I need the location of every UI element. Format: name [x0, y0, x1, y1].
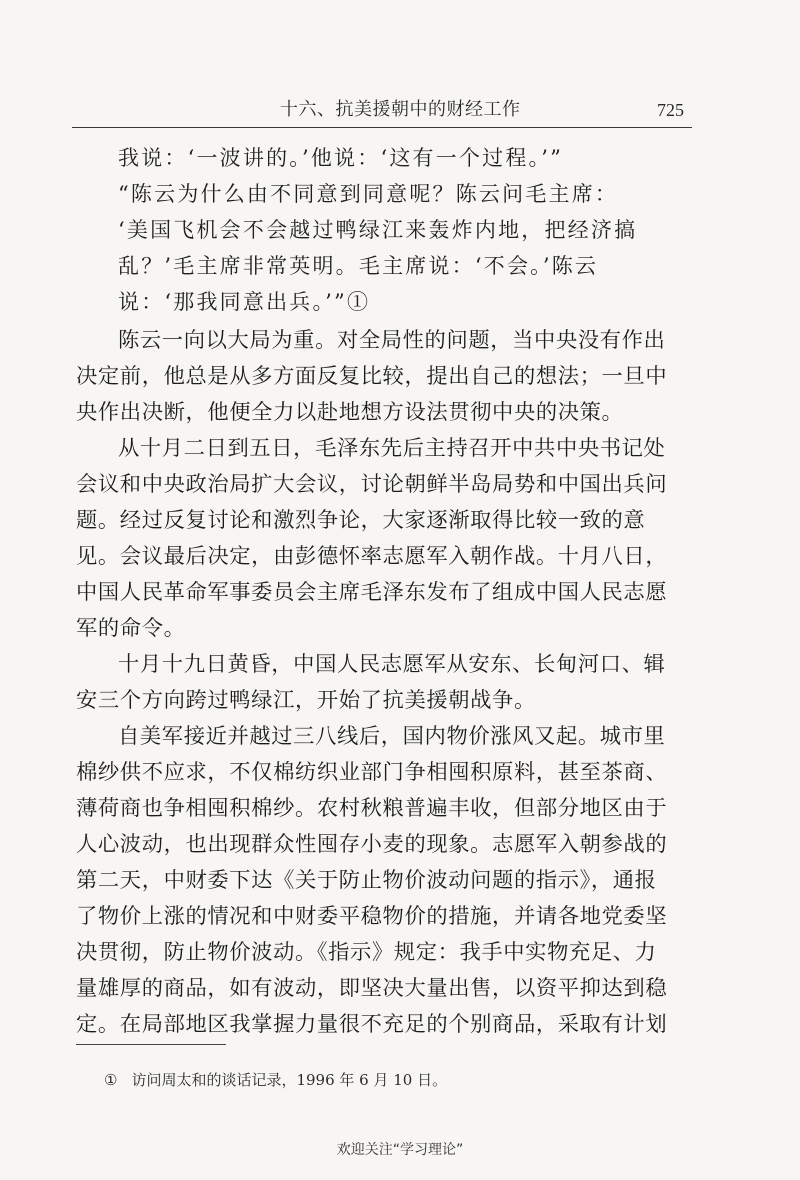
- quote-line: 乱？’毛主席非常英明。毛主席说：‘不会。’陈云: [118, 254, 599, 278]
- paragraph-line: 人心波动，也出现群众性囤存小麦的现象。志愿军入朝参战的: [76, 832, 668, 857]
- paragraph-4: [76, 719, 696, 1043]
- paragraph-3: [76, 647, 696, 719]
- running-header: [72, 96, 692, 126]
- paragraph-2: [76, 431, 696, 647]
- running-title: 十六、抗美援朝中的财经工作: [280, 99, 521, 120]
- paragraph-line: 棉纱供不应求，不仅棉纺织业部门争相囤积原料，甚至茶商、: [76, 760, 668, 785]
- quote-line: 说：‘那我同意出兵。’”①: [118, 290, 371, 314]
- paragraph-line: 了物价上涨的情况和中财委平稳物价的措施，并请各地党委坚: [76, 904, 668, 929]
- quote-line: 我说：‘一波讲的。’他说：‘这有一个过程。’”: [118, 146, 564, 170]
- paragraph-line: 第二天，中财委下达《关于防止物价波动问题的指示》，通报: [76, 868, 657, 893]
- quote-line: ‘美国飞机会不会越过鸭绿江来轰炸内地，把经济搞: [118, 218, 638, 242]
- quote-block: [118, 140, 690, 320]
- paragraph-line: 会议和中央政治局扩大会议，讨论朝鲜半岛局势和中国出兵问: [76, 472, 668, 497]
- paragraph-line: 从十月二日到五日，毛泽东先后主持召开中共中央书记处: [118, 436, 666, 461]
- paragraph-line: 题。经过反复讨论和激烈争论，大家逐渐取得比较一致的意: [76, 508, 646, 533]
- paragraph-line: 军的命令。: [76, 616, 186, 641]
- paragraph-line: 定。在局部地区我掌握力量很不充足的个别商品，采取有计划: [76, 1012, 668, 1037]
- paragraph-line: 量雄厚的商品，如有波动，即坚决大量出售，以资平抑达到稳: [76, 976, 668, 1001]
- paragraph-line: 中国人民革命军事委员会主席毛泽东发布了组成中国人民志愿: [76, 580, 668, 605]
- paragraph-line: 自美军接近并越过三八线后，国内物价涨风又起。城市里: [118, 724, 666, 749]
- paragraph-line: 安三个方向跨过鸭绿江，开始了抗美援朝战争。: [76, 688, 536, 713]
- paragraph-line: 陈云一向以大局为重。对全局性的问题，当中央没有作出: [118, 328, 666, 353]
- paragraph-line: 十月十九日黄昏，中国人民志愿军从安东、长甸河口、辑: [118, 652, 666, 677]
- paragraph-1: [76, 323, 696, 431]
- footnote: [104, 1068, 447, 1092]
- header-rule: [72, 127, 692, 128]
- paragraph-line: 见。会议最后决定，由彭德怀率志愿军入朝作战。十月八日，: [76, 544, 668, 569]
- paragraph-line: 央作出决断，他便全力以赴地想方设法贯彻中央的决策。: [76, 400, 624, 425]
- page-number: 725: [657, 100, 684, 120]
- paragraph-line: 决贯彻，防止物价波动。《指示》规定：我手中实物充足、力: [76, 940, 657, 965]
- paragraph-line: 薄荷商也争相囤积棉纱。农村秋粮普遍丰收，但部分地区由于: [76, 796, 668, 821]
- footnote-text: 访问周太和的谈话记录，1996 年 6 月 10 日。: [131, 1071, 448, 1089]
- footnote-rule: [76, 1044, 226, 1045]
- footnote-marker: ①: [104, 1071, 118, 1089]
- quote-line: “陈云为什么由不同意到同意呢？陈云问毛主席：: [118, 182, 619, 206]
- paragraph-line: 决定前，他总是从多方面反复比较，提出自己的想法；一旦中: [76, 364, 668, 389]
- watermark: 欢迎关注“学习理论”: [336, 1142, 464, 1158]
